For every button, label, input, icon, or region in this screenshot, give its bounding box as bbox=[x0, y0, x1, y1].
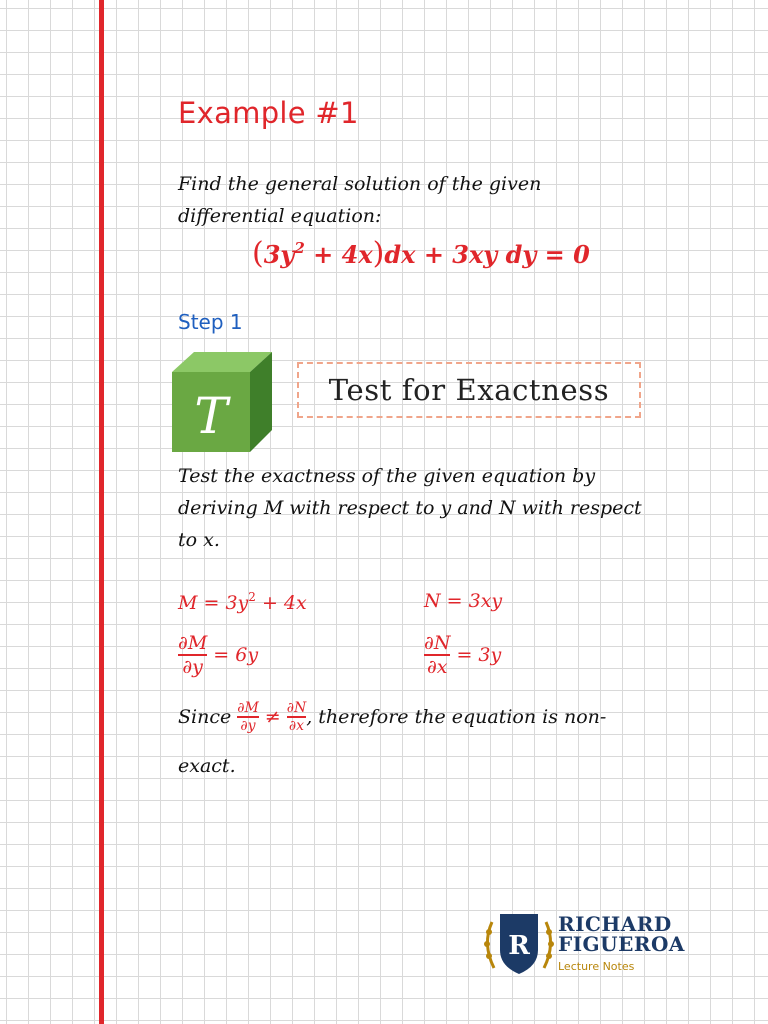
n-definition: N = 3xy bbox=[424, 590, 503, 612]
problem-prompt: Find the general solution of the given differential equation: bbox=[178, 173, 542, 227]
margin-line bbox=[99, 0, 104, 1024]
conclusion-line: Since $\frac{\partial M}{\partial y}$ ≠ $\frac{\partial N}{\partial x}$ , therefore the equation is non- bbox=[178, 700, 607, 734]
m-definition: $M = 3y^2 + 4x$ bbox=[178, 590, 307, 614]
section-title: Test for Exactness bbox=[328, 373, 610, 407]
logo-name-line2: FIGUEROA bbox=[558, 932, 685, 956]
inequality: $\frac{\partial M}{\partial y}$ ≠ $\frac{\partial N}{\partial x}$ bbox=[237, 700, 307, 734]
dm-dy-equation: $\frac{\partial M}{\partial y}$ = 6y bbox=[178, 632, 259, 678]
logo-subtitle: Lecture Notes bbox=[558, 960, 635, 973]
logo-name-line1: RICHARD bbox=[558, 912, 672, 936]
svg-text:R: R bbox=[508, 931, 530, 961]
section-title-box bbox=[297, 362, 641, 418]
dn-dx-equation: $\frac{\partial N}{\partial x}$ = 3y bbox=[424, 632, 502, 678]
richard-figueroa-logo bbox=[480, 908, 685, 978]
cube-letter: T bbox=[194, 387, 228, 445]
conclusion-continuation: exact. bbox=[178, 755, 236, 777]
step-label: Step 1 bbox=[178, 310, 243, 334]
main-equation: $(3y^2 + 4x)dx + 3xy$ dy = 0 bbox=[252, 236, 590, 271]
example-title: Example #1 bbox=[178, 96, 359, 130]
body-text: Test the exactness of the given equation by deriving M with respect to y and N with respect to x. bbox=[178, 465, 642, 551]
cube-icon bbox=[168, 350, 272, 454]
laurel-badge-icon bbox=[480, 908, 560, 978]
